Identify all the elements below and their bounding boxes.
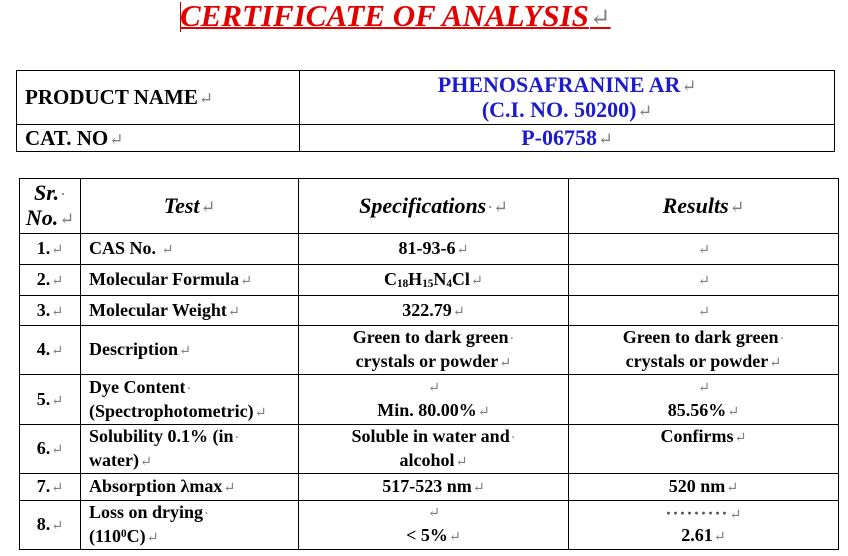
- cell-result: ↵: [569, 296, 839, 326]
- table-row: [20, 474, 839, 501]
- cell-test: Loss on drying· $(110^0C)↵$: [81, 501, 299, 550]
- cell-result: 520 nm↵: [569, 474, 839, 501]
- cell-sr: 6.↵: [20, 425, 81, 474]
- cat-no-label: CAT. NO↵: [17, 125, 300, 152]
- table-header-row: [20, 179, 839, 234]
- cell-result: ↵ 85.56%↵: [569, 375, 839, 425]
- cell-result: Green to dark green· crystals or powder↵: [569, 326, 839, 375]
- table-row: [20, 375, 839, 425]
- product-info-table: [16, 70, 835, 152]
- cell-test: Molecular Weight↵: [81, 296, 299, 326]
- cell-test: Absorption λmax↵: [81, 474, 299, 501]
- cell-result: ↵: [569, 234, 839, 265]
- table-row: [20, 501, 839, 550]
- cell-test: Solubility 0.1% (in· water)↵: [81, 425, 299, 474]
- table-row: [20, 265, 839, 296]
- cell-sr: 2.↵: [20, 265, 81, 296]
- cell-result: ↵: [569, 265, 839, 296]
- cell-spec-formula: $C_{18}H_{15}N_4Cl↵$: [299, 265, 569, 296]
- cell-result: ·········↵ 2.61↵: [569, 501, 839, 550]
- cell-test: Description↵: [81, 326, 299, 375]
- cell-test: CAS No. ↵: [81, 234, 299, 265]
- table-row: [20, 326, 839, 375]
- table-row: [20, 234, 839, 265]
- cell-result: Confirms↵: [569, 425, 839, 474]
- table-row: [20, 296, 839, 326]
- product-name-label: PRODUCT NAME↵: [17, 71, 300, 125]
- cell-sr: 5.↵: [20, 375, 81, 425]
- cell-spec: Soluble in water and· alcohol↵: [299, 425, 569, 474]
- cell-sr: 4.↵: [20, 326, 81, 375]
- cell-sr: 7.↵: [20, 474, 81, 501]
- document-title: CERTIFICATE OF ANALYSIS↵: [180, 0, 611, 33]
- header-sr-no: Sr.· No.↵: [20, 179, 81, 234]
- product-name-value: PHENOSAFRANINE AR↵ (C.I. NO. 50200)↵: [300, 71, 835, 125]
- cell-sr: 3.↵: [20, 296, 81, 326]
- cell-spec: ↵ < 5%↵: [299, 501, 569, 550]
- cell-spec: ↵ Min. 80.00%↵: [299, 375, 569, 425]
- cell-spec: 322.79↵: [299, 296, 569, 326]
- analysis-table: [19, 178, 839, 550]
- cat-no-value: P-06758↵: [300, 125, 835, 152]
- header-results: Results↵: [569, 179, 839, 234]
- cell-test: Molecular Formula↵: [81, 265, 299, 296]
- header-specifications: Specifications·↵: [299, 179, 569, 234]
- cell-spec: 517-523 nm↵: [299, 474, 569, 501]
- cell-spec: Green to dark green· crystals or powder↵: [299, 326, 569, 375]
- header-test: Test↵: [81, 179, 299, 234]
- cell-sr: 8.↵: [20, 501, 81, 550]
- product-name-row: [17, 71, 835, 125]
- cell-sr: 1.↵: [20, 234, 81, 265]
- cell-test: Dye Content· (Spectrophotometric)↵: [81, 375, 299, 425]
- cat-no-row: [17, 125, 835, 152]
- table-row: [20, 425, 839, 474]
- cell-spec: 81-93-6↵: [299, 234, 569, 265]
